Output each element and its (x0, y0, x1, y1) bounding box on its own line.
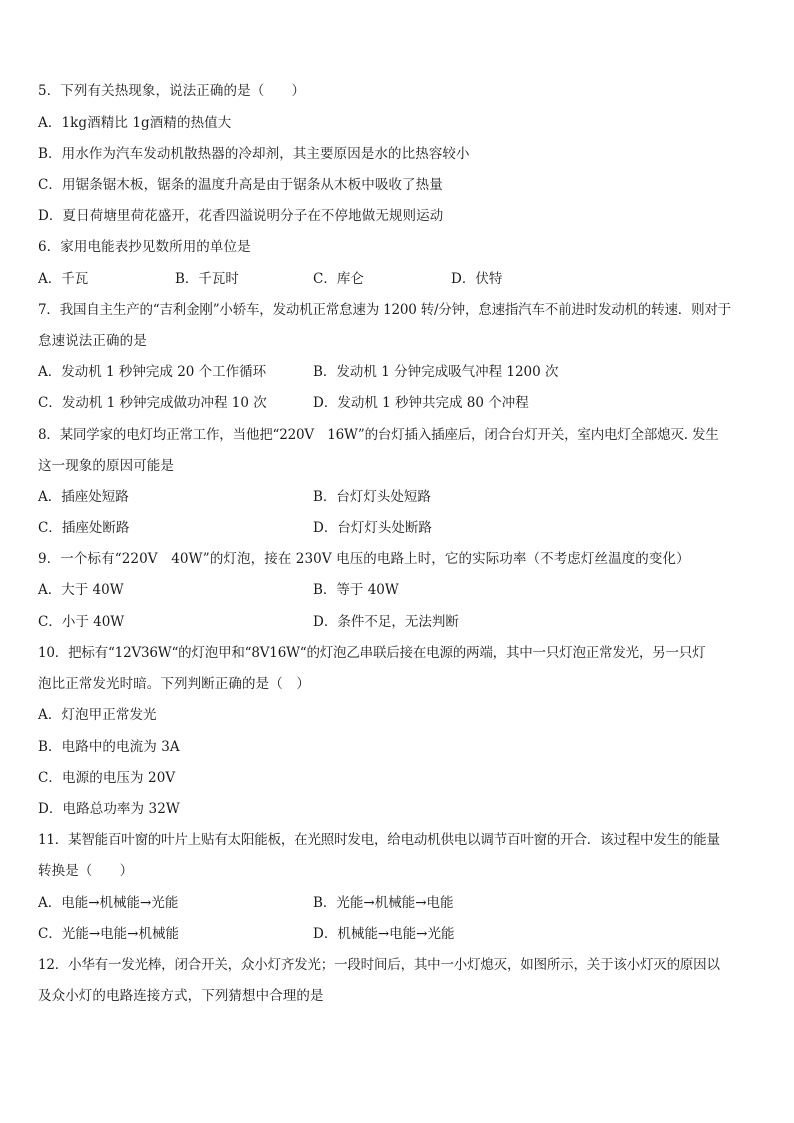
question-7-option-c: C．发动机 1 秒钟完成做功冲程 10 次 (38, 395, 267, 411)
question-9-option-a: A．大于 40W (38, 582, 124, 598)
question-7-option-b: B．发动机 1 分钟完成吸气冲程 1200 次 (313, 364, 559, 380)
question-9-option-d: D．条件不足，无法判断 (313, 614, 459, 630)
question-8-option-d: D．台灯灯头处断路 (313, 520, 432, 536)
question-8-option-c: C．插座处断路 (38, 520, 130, 536)
question-11-stem-line-2: 转换是（ ） (38, 863, 134, 879)
question-10-option-a: A．灯泡甲正常发光 (38, 707, 157, 723)
question-6-stem: 6．家用电能表抄见数所用的单位是 (38, 239, 251, 255)
question-7-stem-line-2: 怠速说法正确的是 (38, 333, 147, 349)
question-9-option-b: B．等于 40W (313, 582, 399, 598)
question-5-stem: 5．下列有关热现象，说法正确的是（ ） (38, 83, 306, 99)
question-8-stem-line-2: 这一现象的原因可能是 (38, 458, 174, 474)
question-11-option-a: A．电能→机械能→光能 (38, 895, 179, 911)
question-6-option-b: B．千瓦时 (175, 271, 239, 287)
question-10-option-c: C．电源的电压为 20V (38, 770, 176, 786)
question-8-option-a: A．插座处短路 (38, 489, 129, 505)
question-10-option-b: B．电路中的电流为 3A (38, 739, 180, 755)
question-6-option-a: A．千瓦 (38, 271, 89, 287)
question-5-option-d: D．夏日荷塘里荷花盛开，花香四溢说明分子在不停地做无规则运动 (38, 208, 444, 224)
question-11-option-d: D．机械能→电能→光能 (313, 926, 455, 942)
question-10-stem-line-1: 10．把标有“12V36W“的灯泡甲和“8V16W“的灯泡乙串联后接在电源的两端，其中一只灯泡正常发光，另一只灯 (38, 645, 706, 661)
question-12-stem-line-1: 12．小华有一发光棒，闭合开关，众小灯齐发光；一段时间后，其中一小灯熄灭，如图所示，关于该小灯灭的原因以 (38, 957, 720, 973)
question-11-option-b: B．光能→机械能→电能 (313, 895, 454, 911)
question-12-stem-line-2: 及众小灯的电路连接方式，下列猜想中合理的是 (38, 988, 324, 1004)
question-9-option-c: C．小于 40W (38, 614, 125, 630)
question-11-option-c: C．光能→电能→机械能 (38, 926, 179, 942)
question-7-option-a: A．发动机 1 秒钟完成 20 个工作循环 (38, 364, 267, 380)
question-8-stem-line-1: 8．某同学家的电灯均正常工作，当他把“220V 16W”的台灯插入插座后，闭合台灯开关，室内电灯全部熄灭. 发生 (38, 427, 719, 443)
question-5-option-a: A．1kg酒精比 1g酒精的热值大 (38, 115, 232, 131)
question-9-stem: 9．一个标有“220V 40W”的灯泡，接在 230V 电压的电路上时，它的实际功率（不考虑灯丝温度的变化） (38, 551, 690, 567)
question-7-stem-line-1: 7．我国自主生产的“吉利金刚”小轿车，发动机正常怠速为 1200 转/分钟，怠速指汽车不前进时发动机的转速．则对于 (38, 302, 731, 318)
question-8-option-b: B．台灯灯头处短路 (313, 489, 431, 505)
question-10-option-d: D．电路总功率为 32W (38, 801, 180, 817)
question-5-option-b: B．用水作为汽车发动机散热器的冷却剂，其主要原因是水的比热容较小 (38, 146, 470, 162)
question-7-option-d: D．发动机 1 秒钟共完成 80 个冲程 (313, 395, 529, 411)
question-6-option-c: C．库仑 (313, 271, 364, 287)
question-11-stem-line-1: 11．某智能百叶窗的叶片上贴有太阳能板，在光照时发电，给电动机供电以调节百叶窗的开合．该过程中发生的能量 (38, 832, 720, 848)
question-6-option-d: D．伏特 (451, 271, 503, 287)
question-5-option-c: C．用锯条锯木板，锯条的温度升高是由于锯条从木板中吸收了热量 (38, 177, 443, 193)
question-10-stem-line-2: 泡比正常发光时暗。下列判断正确的是（ ） (38, 676, 310, 692)
